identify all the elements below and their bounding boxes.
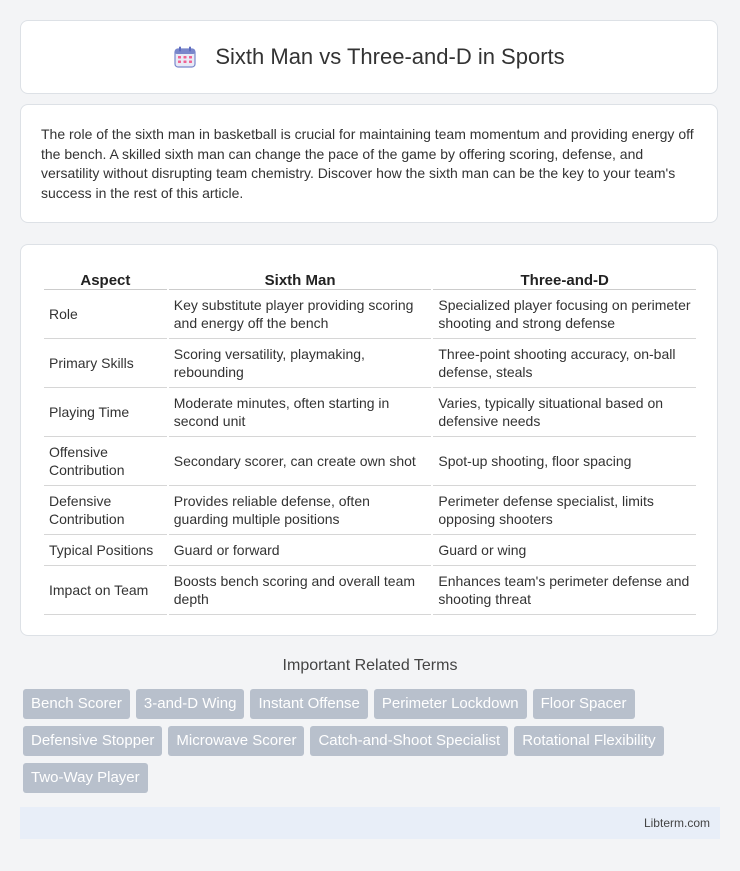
table-row <box>44 437 696 486</box>
sixth-man-cell: Scoring versatility, playmaking, rebounding <box>169 339 432 388</box>
aspect-cell: Playing Time <box>44 388 167 437</box>
header-aspect: Aspect <box>44 265 167 290</box>
aspect-cell: Primary Skills <box>44 339 167 388</box>
sixth-man-cell: Moderate minutes, often starting in second unit <box>169 388 432 437</box>
tag-perimeter-lockdown[interactable]: Perimeter Lockdown <box>374 689 527 719</box>
footer-site-link[interactable]: Libterm.com <box>643 816 710 830</box>
table-card <box>20 244 718 636</box>
aspect-cell: Typical Positions <box>44 535 167 566</box>
three-and-d-cell: Varies, typically situational based on defensive needs <box>433 388 696 437</box>
tag-catch-and-shoot-specialist[interactable]: Catch-and-Shoot Specialist <box>310 726 508 756</box>
table-row <box>44 388 696 437</box>
table-row <box>44 290 696 339</box>
table-row <box>44 486 696 535</box>
header-card <box>20 20 718 94</box>
table-row <box>44 566 696 615</box>
three-and-d-cell: Perimeter defense specialist, limits opposing shooters <box>433 486 696 535</box>
tag-microwave-scorer[interactable]: Microwave Scorer <box>168 726 304 756</box>
three-and-d-cell: Guard or wing <box>433 535 696 566</box>
tag-bench-scorer[interactable]: Bench Scorer <box>23 689 130 719</box>
header-three-and-d: Three-and-D <box>433 265 696 290</box>
title-wrap <box>173 44 564 70</box>
aspect-cell: Offensive Contribution <box>44 437 167 486</box>
sixth-man-cell: Guard or forward <box>169 535 432 566</box>
sixth-man-cell: Boosts bench scoring and overall team depth <box>169 566 432 615</box>
header-sixth-man: Sixth Man <box>169 265 432 290</box>
sixth-man-cell: Key substitute player providing scoring and energy off the bench <box>169 290 432 339</box>
three-and-d-cell: Specialized player focusing on perimeter shooting and strong defense <box>433 290 696 339</box>
footer <box>20 807 720 839</box>
table-row <box>44 339 696 388</box>
intro-text: The role of the sixth man in basketball is crucial for maintaining team momentum and providing energy off the bench. A skilled sixth man can change the pace of the game by offering scoring, defense, and versatility without disrupting team chemistry. Discover how the sixth man can be the key to your team's success in the rest of this article. <box>41 126 694 201</box>
related-terms-title: Important Related Terms <box>282 657 458 674</box>
tag-3-and-d-wing[interactable]: 3-and-D Wing <box>136 689 245 719</box>
table-header-row <box>44 265 696 290</box>
three-and-d-cell: Spot-up shooting, floor spacing <box>433 437 696 486</box>
tag-two-way-player[interactable]: Two-Way Player <box>23 763 148 793</box>
tag-instant-offense[interactable]: Instant Offense <box>250 689 367 719</box>
three-and-d-cell: Three-point shooting accuracy, on-ball defense, steals <box>433 339 696 388</box>
aspect-cell: Role <box>44 290 167 339</box>
tag-floor-spacer[interactable]: Floor Spacer <box>533 689 635 719</box>
calendar-icon <box>173 45 197 69</box>
tag-defensive-stopper[interactable]: Defensive Stopper <box>23 726 162 756</box>
table-row <box>44 535 696 566</box>
aspect-cell: Defensive Contribution <box>44 486 167 535</box>
aspect-cell: Impact on Team <box>44 566 167 615</box>
three-and-d-cell: Enhances team's perimeter defense and shooting threat <box>433 566 696 615</box>
comparison-table <box>42 265 698 615</box>
tag-rotational-flexibility[interactable]: Rotational Flexibility <box>514 726 663 756</box>
related-tags <box>23 689 723 793</box>
intro-card <box>20 104 718 223</box>
page-title: Sixth Man vs Three-and-D in Sports <box>215 44 565 69</box>
sixth-man-cell: Provides reliable defense, often guarding multiple positions <box>169 486 432 535</box>
sixth-man-cell: Secondary scorer, can create own shot <box>169 437 432 486</box>
